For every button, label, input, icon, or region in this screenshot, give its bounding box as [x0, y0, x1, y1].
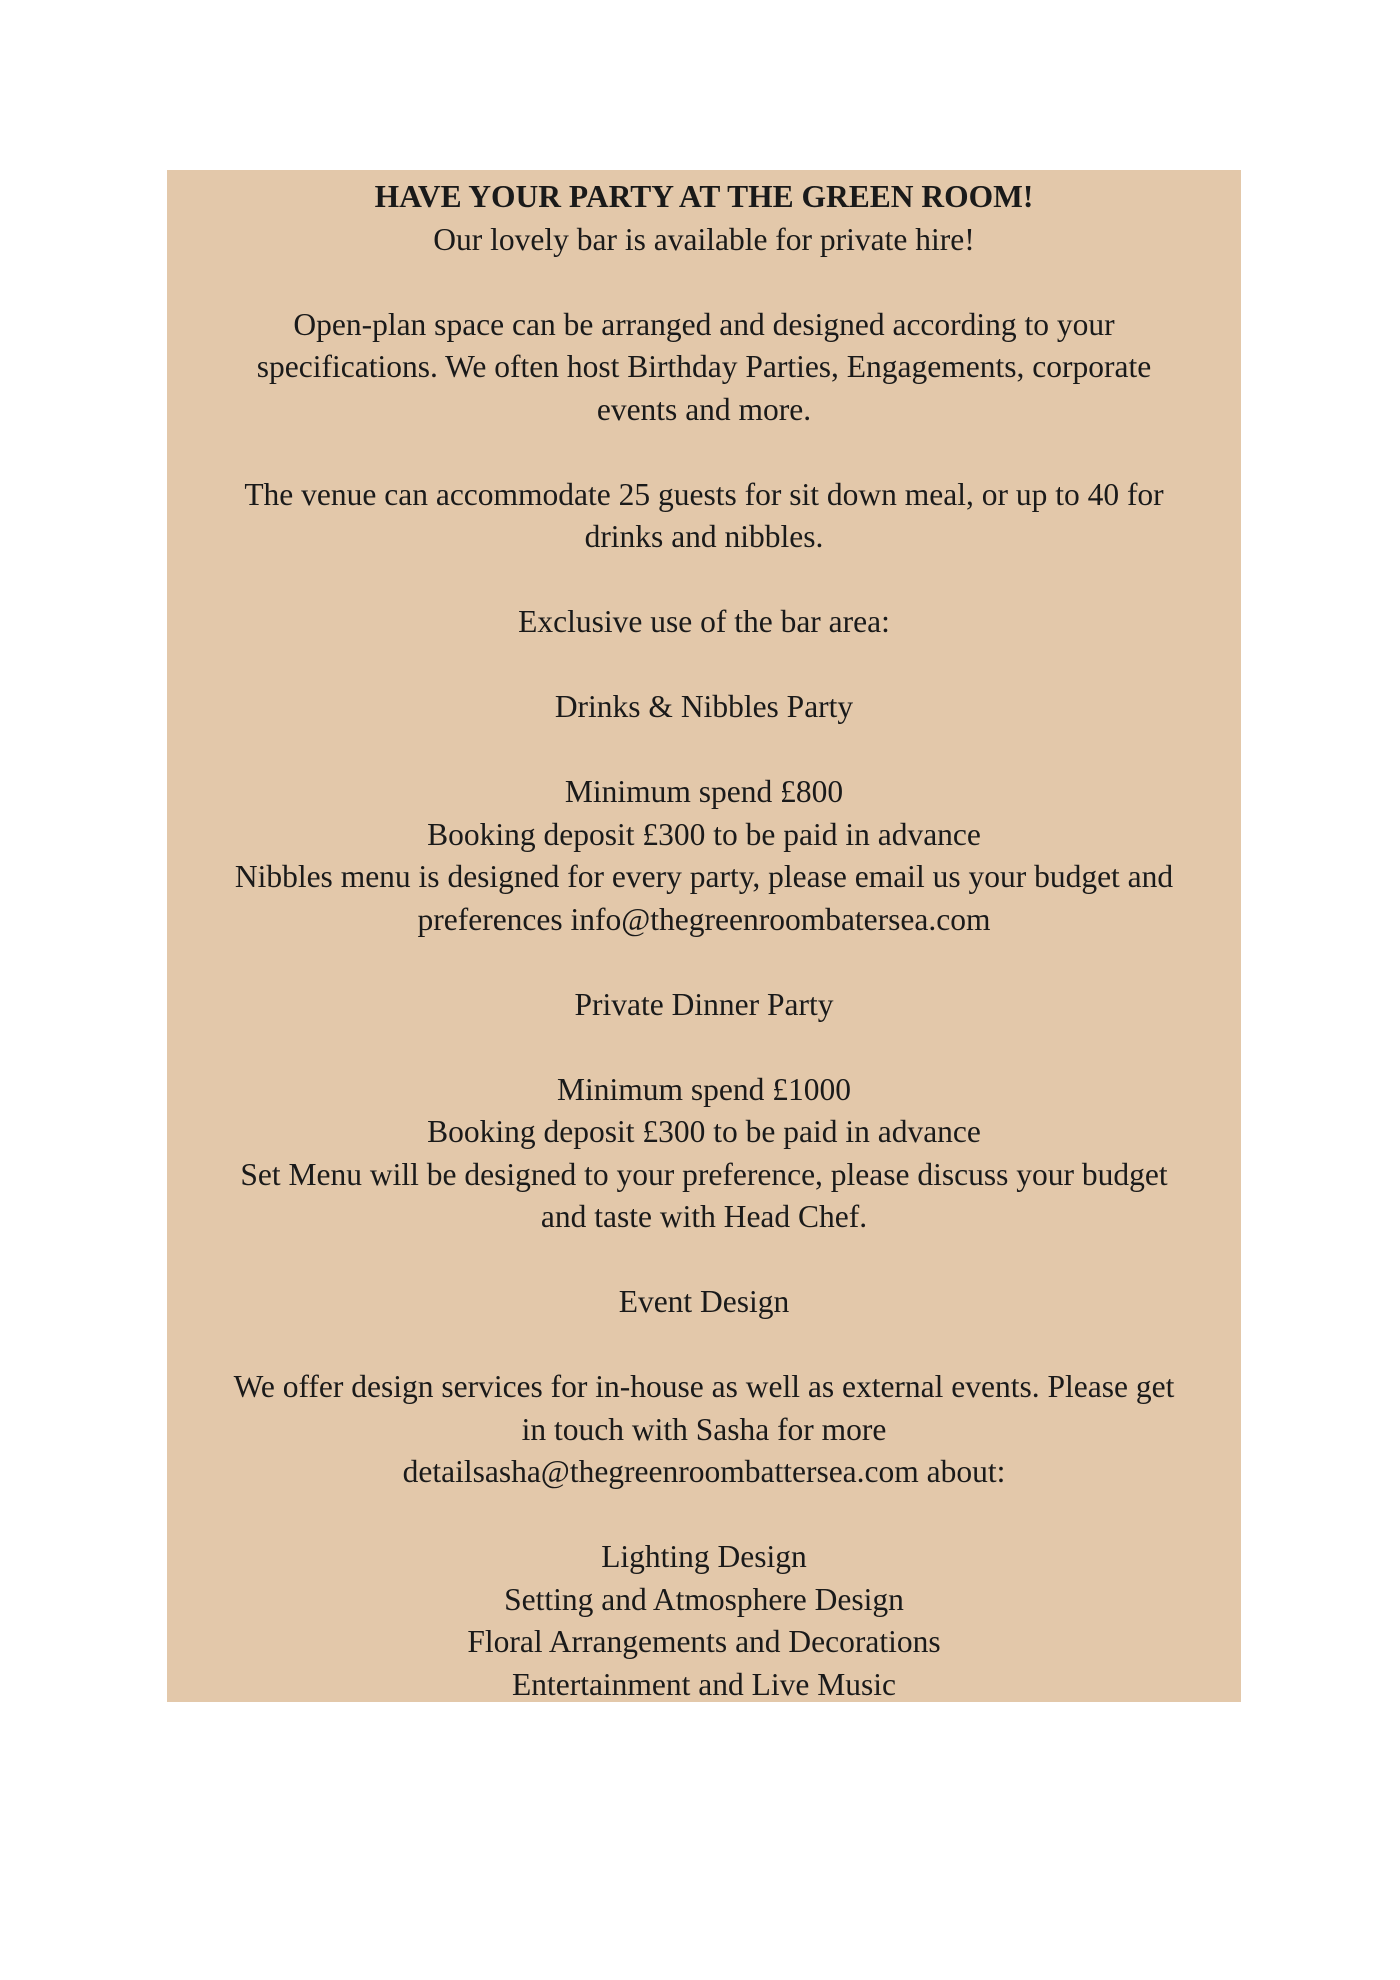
event-design-description-line: in touch with Sasha for more [521, 1411, 887, 1447]
space-description-line: Open-plan space can be arranged and designed according to your [293, 306, 1115, 342]
space-description-line: events and more. [596, 391, 812, 427]
capacity-line: drinks and nibbles. [584, 519, 824, 554]
event-design-description-line: We offer design services for in-house as well as external events. Please get [233, 1369, 1175, 1404]
spacer [167, 1324, 1241, 1367]
spacer [167, 261, 1241, 304]
spacer [167, 1026, 1241, 1069]
spacer [167, 729, 1241, 772]
design-service-item: Lighting Design [601, 1539, 807, 1574]
design-service-item: Floral Arrangements and Decorations [467, 1624, 941, 1659]
exclusive-use-heading: Exclusive use of the bar area: [518, 604, 890, 639]
dinner-menu-line: and taste with Head Chef. [540, 1199, 868, 1234]
spacer [167, 559, 1241, 602]
drinks-booking-deposit: Booking deposit £300 to be paid in advance [427, 816, 981, 852]
drinks-menu-line: preferences info@thegreenroombatersea.com [417, 901, 991, 937]
drinks-menu-line: Nibbles menu is designed for every party, please email us your budget and [234, 859, 1174, 894]
dinner-menu-line: Set Menu will be designed to your preference, please discuss your budget [240, 1156, 1168, 1192]
spacer [167, 941, 1241, 984]
spacer [167, 644, 1241, 687]
capacity-line: The venue can accommodate 25 guests for sit down meal, or up to 40 for [244, 476, 1164, 512]
intro-text: Our lovely bar is available for private hire! [433, 221, 975, 257]
spacer [167, 431, 1241, 474]
space-description-line: specifications. We often host Birthday Parties, Engagements, corporate [256, 349, 1152, 384]
design-service-item: Entertainment and Live Music [511, 1666, 896, 1702]
dinner-party-heading: Private Dinner Party [574, 986, 834, 1022]
drinks-party-heading: Drinks & Nibbles Party [554, 689, 854, 724]
flyer-title: HAVE YOUR PARTY AT THE GREEN ROOM! [374, 179, 1034, 214]
event-design-heading: Event Design [618, 1284, 790, 1319]
drinks-minimum-spend: Minimum spend £800 [564, 774, 844, 809]
dinner-minimum-spend: Minimum spend £1000 [556, 1071, 851, 1107]
event-design-description-line: detailsasha@thegreenroombattersea.com about: [402, 1454, 1006, 1489]
flyer-panel [167, 170, 1241, 1702]
design-service-item: Setting and Atmosphere Design [504, 1581, 904, 1617]
spacer [167, 1494, 1241, 1537]
spacer [167, 1239, 1241, 1282]
dinner-booking-deposit: Booking deposit £300 to be paid in advance [427, 1114, 981, 1149]
